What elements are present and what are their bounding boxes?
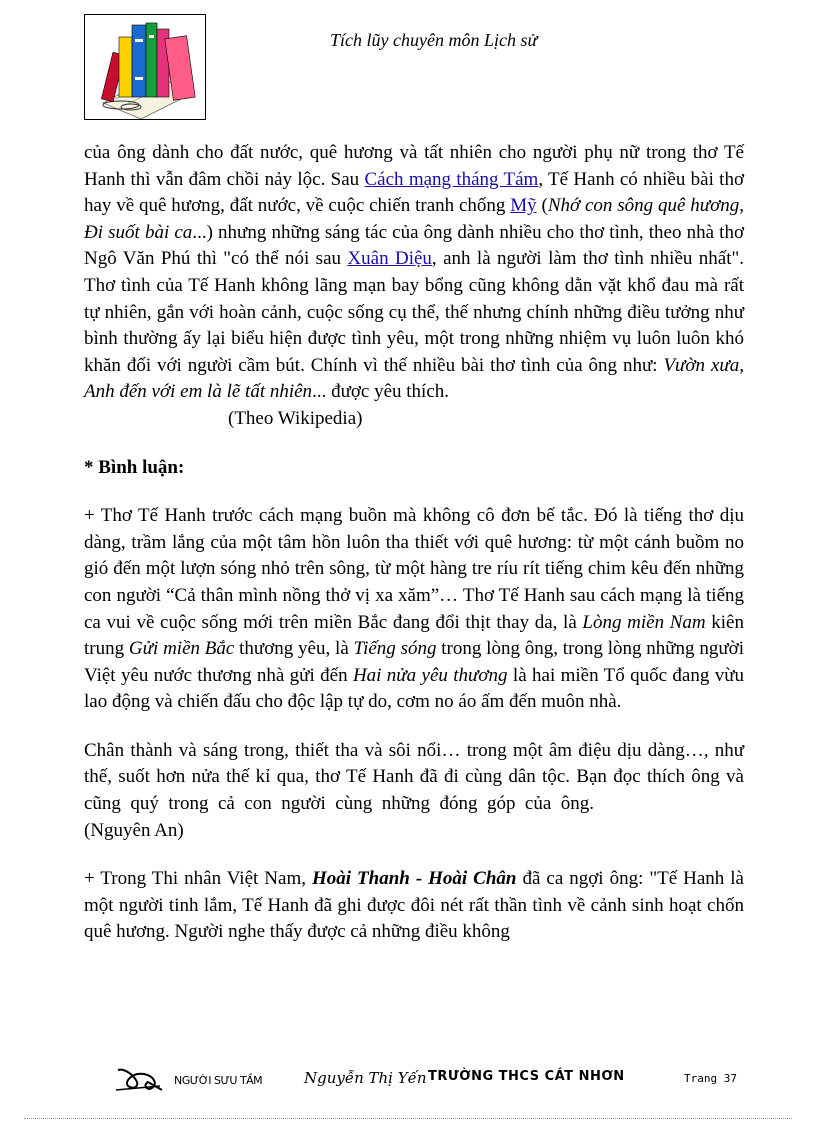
citation: (Theo Wikipedia) xyxy=(228,407,363,429)
school-name: TRƯỜNG THCS CÁT NHƠN xyxy=(428,1069,625,1084)
header-logo xyxy=(84,14,206,120)
author-name: Nguyễn Thị Yến xyxy=(304,1069,427,1087)
italic-titles: Vườn xưa, Anh đến với em là lẽ tất nhiên xyxy=(84,354,745,403)
header-title: Tích lũy chuyên môn Lịch sử xyxy=(330,30,538,50)
section-heading: * Bình luận: xyxy=(84,456,185,478)
citation: (Nguyên An) xyxy=(84,819,184,841)
collector-label: NGƯỜI SƯU TẦM xyxy=(174,1074,263,1087)
link-xuan-dieu[interactable]: Xuân Diệu xyxy=(347,248,432,270)
paragraph-3: Chân thành và sáng trong, thiết tha và sôi nổi… trong một âm điệu dịu dàng…, như thế, suốt hơn nửa thế kỉ qua, thơ Tế Hanh đã đi cùng dân tộc. Bạn đọc thích ông và cũng quý trong cả con người cùng những đóng góp của ông.(Nguyên An) xyxy=(84,739,744,841)
paragraph-1: của ông dành cho đất nước, quê hương và tất nhiên cho người phụ nữ trong thơ Tế Hanh thì vẫn đâm chồi nảy lộc. Sau Cách mạng tháng Tám, Tế Hanh có nhiều bài thơ hay về quê hương, đất nước, về cuộc chiến tranh chống Mỹ (Nhớ con sông quê hương, Đi suốt bài ca...) nhưng những sáng tác của ông dành nhiều cho thơ tình, theo nhà thơ Ngô Văn Phú thì "có thể nói sau Xuân Diệu, anh là người làm thơ tình nhiều nhất". Thơ tình của Tế Hanh không lãng mạn bay bổng cũng không dằn vặt khổ đau mà rất tự nhiên, gắn với hoàn cảnh, cuộc sống cụ thể, thế nhưng chính những điều tưởng như bình thường ấy lại biểu hiện được tình yêu, một trong những nhiệm vụ luôn luôn khó khăn đối với người cầm bút. Chính vì thế nhiều bài thơ tình của ông như: Vườn xưa, Anh đến với em là lẽ tất nhiên... được yêu thích. xyxy=(84,142,745,403)
page-number: Trang 37 xyxy=(684,1072,737,1085)
paragraph-4: + Trong Thi nhân Việt Nam, Hoài Thanh - Hoài Chân đã ca ngợi ông: "Tế Hanh là một người tinh lắm, Tế Hanh đã ghi được đôi nét rất thần tình về cảnh sinh hoạt chốn quê hương. Người nghe thấy được cả những điều không xyxy=(84,868,744,943)
books-icon xyxy=(85,15,205,119)
page-divider xyxy=(24,1118,792,1119)
signature-icon xyxy=(114,1064,166,1094)
page-footer xyxy=(100,1060,760,1100)
italic-titles: Nhớ con sông quê hương, Đi suốt bài ca xyxy=(84,195,744,243)
link-cach-mang-thang-tam[interactable]: Cách mạng tháng Tám xyxy=(364,168,539,190)
paragraph-2: + Thơ Tế Hanh trước cách mạng buồn mà không cô đơn bế tắc. Đó là tiếng thơ dịu dàng, trầm lắng của một tâm hồn luôn tha thiết với quê hương: từ một cánh buồm no gió đến một lượn sóng nhỏ trên sông, từ một hàng tre ríu rít tiếng chim kêu đến những con người “Cả thân mình nồng thở vị xa xăm”… Thơ Tế Hanh sau cách mạng là tiếng ca vui về cuộc sống mới trên miền Bắc đang đổi thịt thay da, là Lòng miền Nam kiên trung Gửi miền Bắc thương yêu, là Tiếng sóng trong lòng ông, trong lòng những người Việt yêu nước thương nhà gửi đến Hai nửa yêu thương là hai miền Tổ quốc đang vừu lao động và chiến đấu cho độc lập tự do, cơm no áo ấm đến muôn nhà. xyxy=(84,505,744,713)
document-body xyxy=(84,140,744,946)
link-my[interactable]: Mỹ xyxy=(510,195,537,217)
